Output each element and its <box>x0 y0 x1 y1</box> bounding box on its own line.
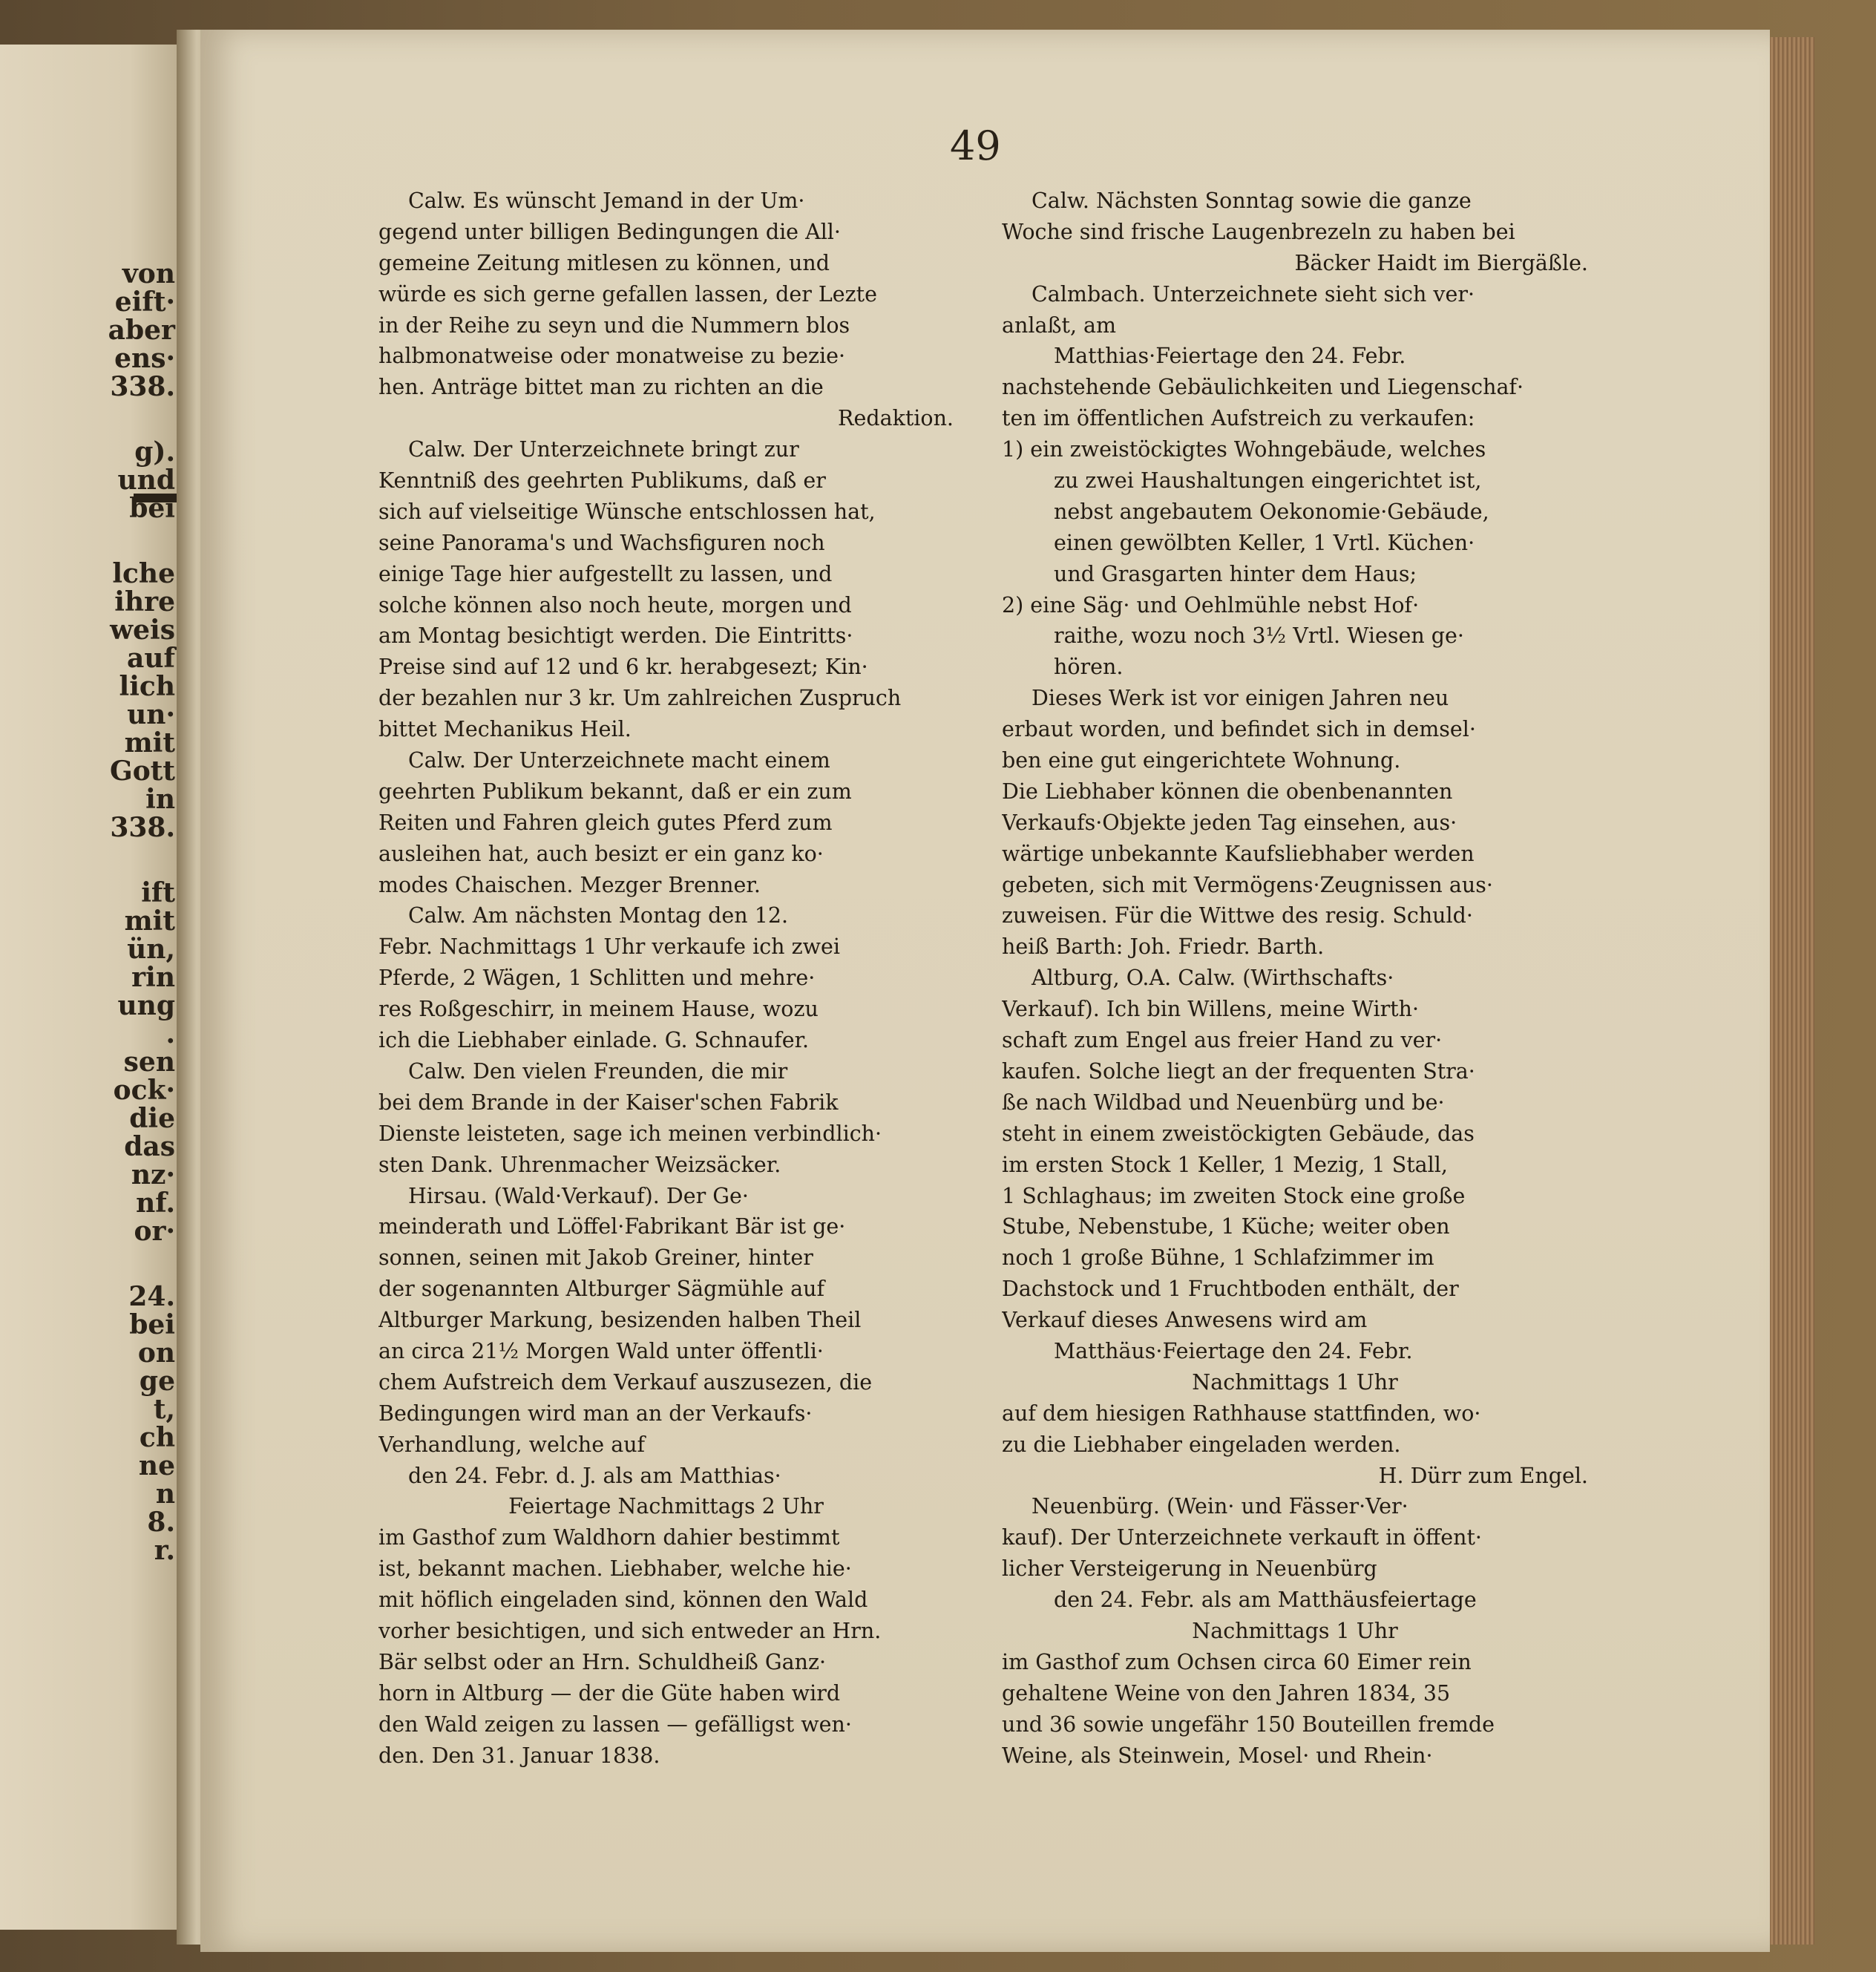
text-line: anlaßt, am <box>1002 312 1117 338</box>
text-line: H. Dürr zum Engel. <box>1378 1463 1588 1488</box>
page-edges <box>1770 37 1814 1945</box>
left-fragment: bei <box>129 493 175 524</box>
text-line: gemeine Zeitung mitlesen zu können, und <box>378 250 830 275</box>
text-line: Calw. Der Unterzeichnete macht einem <box>408 748 830 773</box>
text-line: einen gewölbten Keller, 1 Vrtl. Küchen· <box>1054 530 1475 555</box>
text-line: Febr. Nachmittags 1 Uhr verkaufe ich zwei <box>378 934 840 960</box>
text-line: Bäcker Haidt im Biergäßle. <box>1294 250 1588 275</box>
text-line: und Grasgarten hinter dem Haus; <box>1054 561 1417 586</box>
text-line: meinderath und Löffel·Fabrikant Bär ist ge· <box>378 1214 846 1239</box>
text-line: im Gasthof zum Waldhorn dahier bestimmt <box>378 1525 840 1550</box>
left-fragment: ün, <box>127 934 175 965</box>
left-fragment: Gott <box>109 756 175 787</box>
left-fragment: un· <box>127 699 175 730</box>
text-line: am Montag besichtigt werden. Die Eintritts· <box>378 623 853 649</box>
text-line: Matthäus·Feiertage den 24. Febr. <box>1054 1338 1413 1363</box>
text-line: solche können also noch heute, morgen und <box>378 592 852 618</box>
text-line: Redaktion. <box>838 406 954 431</box>
text-line: zu die Liebhaber eingeladen werden. <box>1002 1432 1401 1457</box>
text-line: gehaltene Weine von den Jahren 1834, 35 <box>1002 1680 1451 1706</box>
text-line: wärtige unbekannte Kaufsliebhaber werden <box>1002 841 1475 866</box>
text-line: licher Versteigerung in Neuenbürg <box>1002 1556 1377 1582</box>
text-line: Bedingungen wird man an der Verkaufs· <box>378 1401 813 1426</box>
text-line: bittet Mechanikus Heil. <box>378 717 632 742</box>
page-number: 49 <box>950 122 1001 169</box>
text-line: 1 Schlaghaus; im zweiten Stock eine große <box>1002 1183 1466 1208</box>
text-line: nachstehende Gebäulichkeiten und Liegenschaf· <box>1002 375 1524 400</box>
left-fragment: 8. <box>147 1507 175 1538</box>
left-fragment: die <box>129 1103 175 1134</box>
text-line: Verkauf). Ich bin Willens, meine Wirth· <box>1002 997 1420 1022</box>
right-text-column <box>1002 186 1588 1771</box>
text-line: gebeten, sich mit Vermögens·Zeugnissen aus· <box>1002 872 1493 897</box>
text-line: den 24. Febr. d. J. als am Matthias· <box>408 1463 781 1488</box>
left-fragment: 24. <box>128 1281 175 1312</box>
text-line: sonnen, seinen mit Jakob Greiner, hinter <box>378 1245 813 1271</box>
left-fragment: ne <box>138 1450 175 1481</box>
text-line: nebst angebautem Oekonomie·Gebäude, <box>1054 499 1489 524</box>
text-line: Verhandlung, welche auf <box>378 1432 646 1457</box>
left-fragment: aber <box>108 315 175 346</box>
text-line: Calw. Der Unterzeichnete bringt zur <box>408 437 799 462</box>
left-fragment: das <box>124 1131 175 1162</box>
text-line: einige Tage hier aufgestellt zu lassen, und <box>378 561 833 586</box>
text-line: vorher besichtigen, und sich entweder an Hrn. <box>378 1618 882 1643</box>
text-line: der bezahlen nur 3 kr. Um zahlreichen Zuspruch <box>378 686 902 711</box>
text-line: seine Panorama's und Wachsfiguren noch <box>378 530 825 555</box>
text-line: Die Liebhaber können die obenbenannten <box>1002 779 1453 804</box>
text-line: hören. <box>1054 655 1124 680</box>
text-line: Calw. Es wünscht Jemand in der Um· <box>408 189 805 213</box>
text-line: Matthias·Feiertage den 24. Febr. <box>1054 344 1406 369</box>
text-line: Woche sind frische Laugenbrezeln zu haben bei <box>1002 219 1515 244</box>
text-line: Feiertage Nachmittags 2 Uhr <box>508 1494 824 1519</box>
left-fragment: nz· <box>131 1159 175 1190</box>
text-line: schaft zum Engel aus freier Hand zu ver· <box>1002 1028 1443 1053</box>
text-line: ist, bekannt machen. Liebhaber, welche hie· <box>378 1556 852 1582</box>
left-fragment: ock· <box>113 1075 175 1106</box>
text-line: Calmbach. Unterzeichnete sieht sich ver· <box>1032 281 1475 307</box>
left-fragment: lche <box>112 558 175 589</box>
left-fragment <box>108 401 175 438</box>
left-text-column <box>378 186 954 1771</box>
text-line: halbmonatweise oder monatweise zu bezie· <box>378 344 846 369</box>
left-page-text-fragments <box>108 260 175 1565</box>
text-line: Hirsau. (Wald·Verkauf). Der Ge· <box>408 1183 749 1208</box>
text-line: in der Reihe zu seyn und die Nummern blos <box>378 312 850 338</box>
text-line: Altburger Markung, besizenden halben Theil <box>378 1308 862 1333</box>
left-fragment: . <box>165 1018 175 1049</box>
text-line: Weine, als Steinwein, Mosel· und Rhein· <box>1002 1743 1433 1768</box>
text-line: und 36 sowie ungefähr 150 Bouteillen fremde <box>1002 1711 1495 1737</box>
left-fragment: weis <box>110 615 175 646</box>
text-line: Dienste leisteten, sage ich meinen verbindlich· <box>378 1121 882 1146</box>
text-line: ten im öffentlichen Aufstreich zu verkaufen: <box>1002 406 1475 431</box>
text-line: 2) eine Säg· und Oehlmühle nebst Hof· <box>1002 592 1420 618</box>
left-fragment: mit <box>124 905 175 937</box>
left-fragment: 338. <box>110 371 175 402</box>
text-line: Calw. Nächsten Sonntag sowie die ganze <box>1032 189 1472 213</box>
text-line: würde es sich gerne gefallen lassen, der Lezte <box>378 281 878 307</box>
text-line: ben eine gut eingerichtete Wohnung. <box>1002 748 1401 773</box>
left-fragment: t, <box>153 1394 175 1425</box>
text-line: bei dem Brande in der Kaiser'schen Fabrik <box>378 1090 839 1115</box>
text-line: 1) ein zweistöckigtes Wohngebäude, welches <box>1002 437 1486 462</box>
left-fragment: ch <box>139 1422 175 1453</box>
text-line: kauf). Der Unterzeichnete verkauft in öffent· <box>1002 1525 1482 1550</box>
text-line: Preise sind auf 12 und 6 kr. herabgesezt; Kin· <box>378 655 868 680</box>
left-fragment: or· <box>134 1216 175 1247</box>
left-fragment: on <box>137 1337 175 1369</box>
text-line: Calw. Am nächsten Montag den 12. <box>408 903 789 928</box>
text-line: hen. Anträge bittet man zu richten an die <box>378 375 824 400</box>
text-line: ich die Liebhaber einlade. G. Schnaufer. <box>378 1028 810 1053</box>
left-fragment: von <box>122 258 175 289</box>
text-line: den Wald zeigen zu lassen — gefälligst wen· <box>378 1711 852 1737</box>
left-fragment: in <box>145 784 175 815</box>
text-line: den. Den 31. Januar 1838. <box>378 1743 660 1768</box>
text-line: Dieses Werk ist vor einigen Jahren neu <box>1032 686 1449 711</box>
left-fragment <box>108 523 175 560</box>
text-line: Kenntniß des geehrten Publikums, daß er <box>378 468 826 494</box>
text-line: sten Dank. Uhrenmacher Weizsäcker. <box>378 1152 781 1177</box>
text-line: im Gasthof zum Ochsen circa 60 Eimer rein <box>1002 1649 1472 1674</box>
text-line: chem Aufstreich dem Verkauf auszusezen, die <box>378 1369 873 1395</box>
text-line: Neuenbürg. (Wein· und Fässer·Ver· <box>1032 1494 1408 1519</box>
left-fragment: ens· <box>114 343 175 374</box>
text-line: ße nach Wildbad und Neuenbürg und be· <box>1002 1090 1445 1115</box>
left-fragment: mit <box>124 727 175 759</box>
text-line: gegend unter billigen Bedingungen die All· <box>378 219 841 244</box>
text-line: steht in einem zweistöckigten Gebäude, das <box>1002 1121 1475 1146</box>
left-fragment: rin <box>131 962 175 993</box>
text-line: Dachstock und 1 Fruchtboden enthält, der <box>1002 1277 1459 1302</box>
left-fragment: lich <box>119 671 175 702</box>
left-fragment: eift· <box>114 286 175 318</box>
text-line: erbaut worden, und befindet sich in demsel· <box>1002 717 1476 742</box>
text-line: der sogenannten Altburger Sägmühle auf <box>378 1277 825 1302</box>
left-fragment: ihre <box>114 586 175 618</box>
text-line: Altburg, O.A. Calw. (Wirthschafts· <box>1032 966 1394 991</box>
text-line: Stube, Nebenstube, 1 Küche; weiter oben <box>1002 1214 1450 1239</box>
text-line: mit höflich eingeladen sind, können den Wald <box>378 1588 868 1613</box>
left-fragment: n <box>155 1478 175 1510</box>
text-line: zu zwei Haushaltungen eingerichtet ist, <box>1054 468 1482 494</box>
text-line: Pferde, 2 Wägen, 1 Schlitten und mehre· <box>378 966 816 991</box>
left-page <box>0 45 186 1930</box>
text-line: auf dem hiesigen Rathhause stattfinden, wo· <box>1002 1401 1481 1426</box>
left-fragment: r. <box>154 1535 175 1566</box>
left-fragment: g). <box>134 436 175 468</box>
left-fragment: ge <box>139 1366 175 1397</box>
text-line: kaufen. Solche liegt an der frequenten Stra· <box>1002 1058 1475 1084</box>
text-line: ausleihen hat, auch besizt er ein ganz ko· <box>378 841 824 866</box>
left-fragment <box>108 1245 175 1283</box>
left-fragment: 338. <box>110 812 175 843</box>
text-line: den 24. Febr. als am Matthäusfeiertage <box>1054 1588 1477 1613</box>
text-line: res Roßgeschirr, in meinem Hause, wozu <box>378 997 819 1022</box>
left-fragment: ung <box>117 990 175 1021</box>
left-fragment: bei <box>129 1309 175 1340</box>
text-line: sich auf vielseitige Wünsche entschlossen hat, <box>378 499 876 524</box>
left-fragment: ift <box>141 877 175 908</box>
text-line: Calw. Den vielen Freunden, die mir <box>408 1058 788 1084</box>
text-line: zuweisen. Für die Wittwe des resig. Schuld· <box>1002 903 1473 928</box>
text-line: Verkaufs·Objekte jeden Tag einsehen, aus· <box>1002 810 1457 835</box>
text-line: geehrten Publikum bekannt, daß er ein zum <box>378 779 852 804</box>
left-fragment: und <box>117 465 175 496</box>
text-line: noch 1 große Bühne, 1 Schlafzimmer im <box>1002 1245 1434 1271</box>
text-line: an circa 21½ Morgen Wald unter öffentli· <box>378 1338 824 1363</box>
text-line: im ersten Stock 1 Keller, 1 Mezig, 1 Stall, <box>1002 1152 1448 1177</box>
text-line: heiß Barth: Joh. Friedr. Barth. <box>1002 934 1325 960</box>
left-fragment <box>108 842 175 879</box>
text-line: Reiten und Fahren gleich gutes Pferd zum <box>378 810 833 835</box>
text-line: Nachmittags 1 Uhr <box>1192 1369 1398 1395</box>
text-line: Nachmittags 1 Uhr <box>1192 1618 1398 1643</box>
text-line: Verkauf dieses Anwesens wird am <box>1002 1308 1368 1333</box>
text-line: modes Chaischen. Mezger Brenner. <box>378 872 761 897</box>
left-fragment: nf. <box>136 1188 175 1219</box>
left-fragment: auf <box>127 643 175 674</box>
text-line: Bär selbst oder an Hrn. Schuldheiß Ganz· <box>378 1649 827 1674</box>
text-line: horn in Altburg — der die Güte haben wird <box>378 1680 841 1706</box>
text-line: raithe, wozu noch 3½ Vrtl. Wiesen ge· <box>1054 623 1464 649</box>
left-fragment: sen <box>123 1046 175 1078</box>
